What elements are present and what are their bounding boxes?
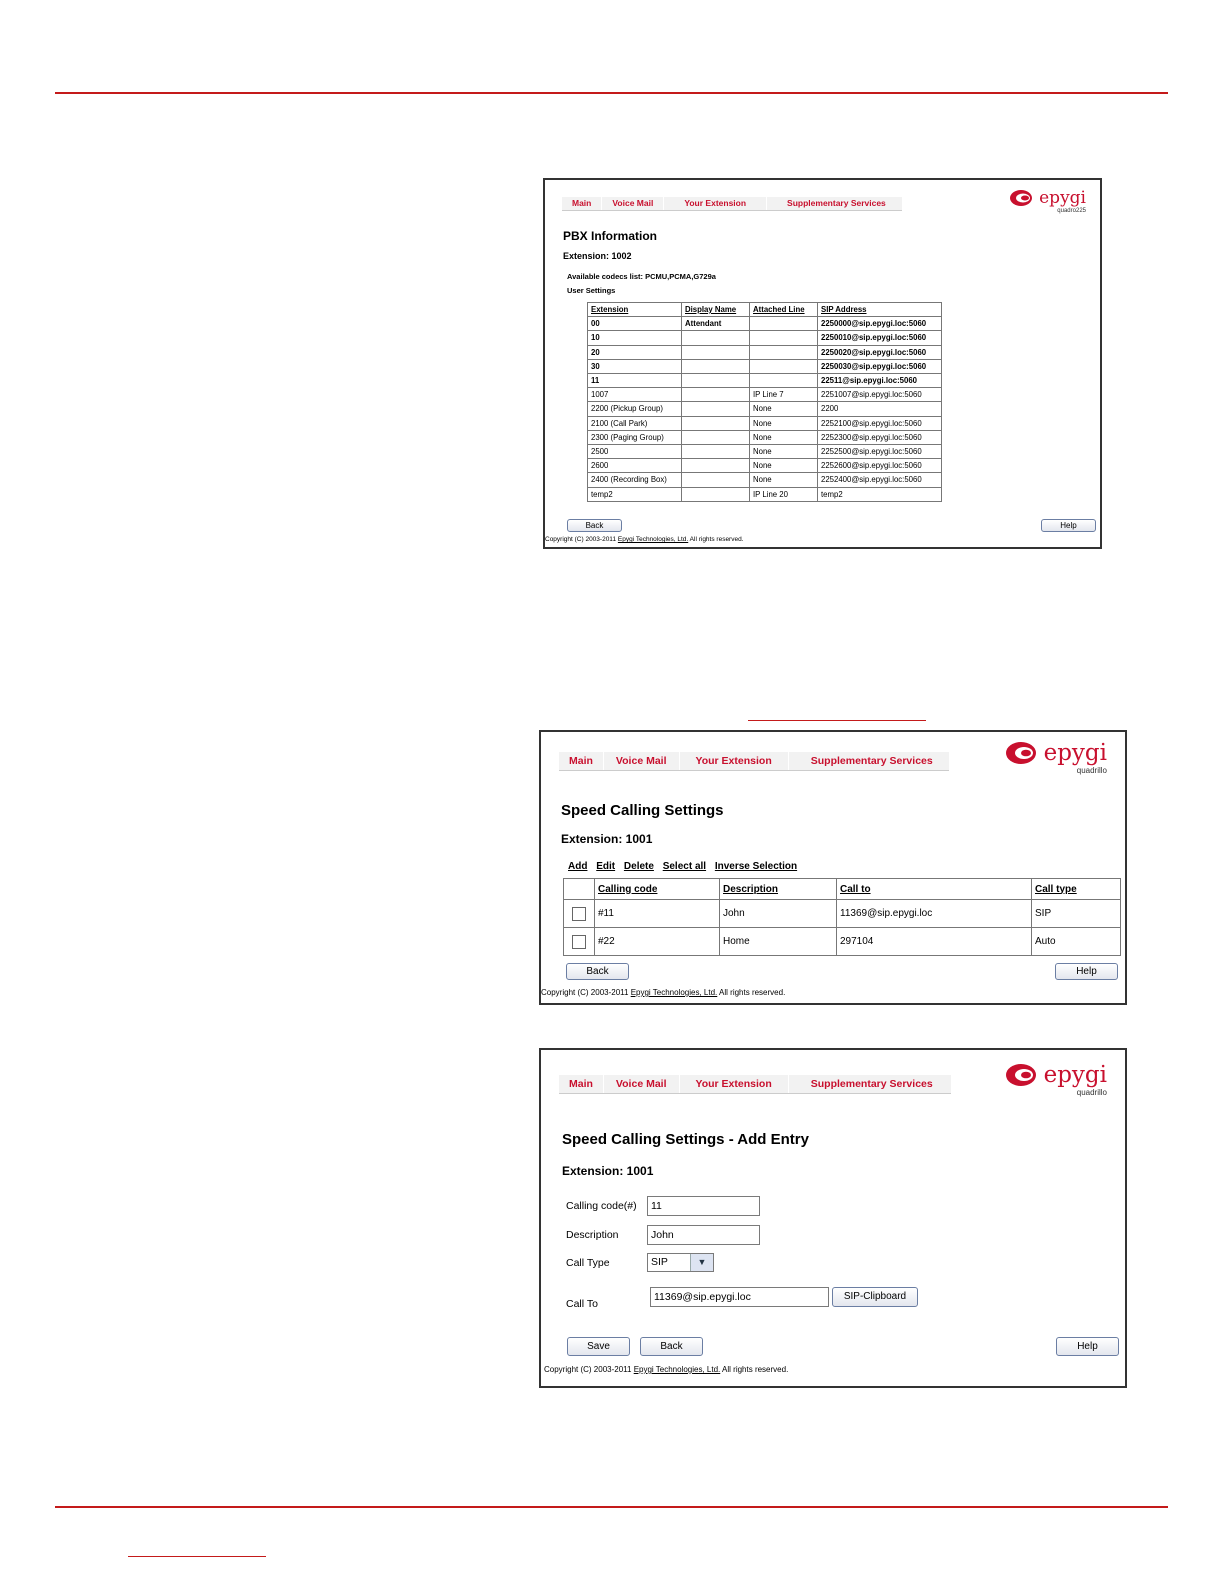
- table-row: [588, 459, 942, 473]
- table-row: [588, 331, 942, 345]
- cell-attached-line: None: [750, 430, 818, 444]
- top-menu: [559, 752, 949, 771]
- cell-extension: temp2: [588, 487, 682, 501]
- cell-extension: 20: [588, 345, 682, 359]
- logo-swirl-icon: [1005, 741, 1039, 765]
- call-type-label: Call Type: [566, 1257, 610, 1269]
- copyright: [545, 536, 744, 543]
- table-row: [564, 900, 1121, 928]
- menu-voice-mail[interactable]: Voice Mail: [604, 752, 680, 770]
- cell-sip-address: 2251007@sip.epygi.loc:5060: [818, 388, 942, 402]
- table-row: [588, 374, 942, 388]
- copyright-text: Copyright (C) 2003-2011: [545, 536, 618, 543]
- page-title: PBX Information: [563, 229, 658, 243]
- table-row: [588, 317, 942, 331]
- footer-link-underline: [128, 1556, 266, 1557]
- epygi-logo: [987, 740, 1107, 775]
- menu-your-extension[interactable]: Your Extension: [680, 1075, 789, 1093]
- top-menu: [559, 1075, 951, 1094]
- call-to-label: Call To: [566, 1298, 598, 1310]
- cell-calling-code: #22: [595, 928, 720, 956]
- codecs-label: Available codecs list: PCMU,PCMA,G729a: [567, 272, 716, 281]
- cell-extension: 2400 (Recording Box): [588, 473, 682, 487]
- back-button[interactable]: Back: [566, 963, 629, 980]
- menu-your-extension[interactable]: Your Extension: [680, 752, 789, 770]
- menu-main[interactable]: Main: [559, 752, 604, 770]
- inverse-selection-link[interactable]: Inverse Selection: [714, 861, 798, 872]
- menu-supplementary-services[interactable]: Supplementary Services: [789, 752, 956, 770]
- cell-sip-address: 2252300@sip.epygi.loc:5060: [818, 430, 942, 444]
- menu-voice-mail[interactable]: Voice Mail: [602, 197, 664, 210]
- call-to-input[interactable]: 11369@sip.epygi.loc: [650, 1287, 829, 1307]
- epygi-logo: [987, 1062, 1107, 1097]
- table-row: [588, 445, 942, 459]
- col-calling-code[interactable]: Calling code: [595, 879, 720, 900]
- col-attached-line[interactable]: Attached Line: [750, 303, 818, 317]
- save-button[interactable]: Save: [567, 1337, 630, 1356]
- logo-word: epygi: [1043, 1062, 1107, 1088]
- cell-extension: 11: [588, 374, 682, 388]
- copyright: [544, 1365, 788, 1374]
- copyright-link[interactable]: Epygi Technologies, Ltd.: [630, 988, 718, 997]
- cell-attached-line: [750, 374, 818, 388]
- cell-extension: 2300 (Paging Group): [588, 430, 682, 444]
- col-call-to[interactable]: Call to: [837, 879, 1032, 900]
- logo-sub: quadrillo: [1076, 766, 1107, 775]
- cell-extension: 30: [588, 359, 682, 373]
- cell-attached-line: IP Line 20: [750, 487, 818, 501]
- top-menu: [562, 197, 902, 211]
- help-button[interactable]: Help: [1055, 963, 1118, 980]
- add-entry-screenshot: [539, 1048, 1127, 1388]
- copyright-link[interactable]: Epygi Technologies, Ltd.: [617, 536, 689, 543]
- copyright-text: Copyright (C) 2003-2011: [544, 1365, 634, 1374]
- cell-description: Home: [720, 928, 837, 956]
- cell-calling-code: #11: [595, 900, 720, 928]
- cell-select: [564, 928, 595, 956]
- cell-sip-address: 22511@sip.epygi.loc:5060: [818, 374, 942, 388]
- pbx-information-screenshot: [543, 178, 1102, 549]
- cell-display-name: [682, 388, 750, 402]
- cell-sip-address: 2252500@sip.epygi.loc:5060: [818, 445, 942, 459]
- back-button[interactable]: Back: [567, 519, 622, 532]
- cell-sip-address: 2200: [818, 402, 942, 416]
- user-settings-label: User Settings: [567, 286, 616, 295]
- copyright-text: Copyright (C) 2003-2011: [541, 988, 631, 997]
- cell-sip-address: temp2: [818, 487, 942, 501]
- logo-sub: quadro225: [1057, 208, 1086, 214]
- cell-description: John: [720, 900, 837, 928]
- cell-call-type: SIP: [1032, 900, 1121, 928]
- cell-sip-address: 2250020@sip.epygi.loc:5060: [818, 345, 942, 359]
- cell-extension: 2200 (Pickup Group): [588, 402, 682, 416]
- cell-sip-address: 2252100@sip.epygi.loc:5060: [818, 416, 942, 430]
- cell-display-name: [682, 374, 750, 388]
- cell-display-name: [682, 459, 750, 473]
- extension-label: Extension: 1001: [561, 832, 653, 846]
- menu-supplementary-services[interactable]: Supplementary Services: [767, 197, 907, 210]
- description-input[interactable]: John: [647, 1225, 760, 1245]
- cell-attached-line: [750, 331, 818, 345]
- cell-attached-line: None: [750, 459, 818, 473]
- cell-extension: 00: [588, 317, 682, 331]
- copyright-link[interactable]: Epygi Technologies, Ltd.: [633, 1365, 721, 1374]
- action-links: [568, 861, 803, 872]
- select-all-link[interactable]: Select all: [662, 861, 707, 872]
- call-type-value: SIP: [651, 1256, 668, 1268]
- copyright-suffix: All rights reserved.: [688, 536, 744, 543]
- table-row: [588, 430, 942, 444]
- help-button[interactable]: Help: [1041, 519, 1096, 532]
- cell-attached-line: [750, 345, 818, 359]
- table-row: [588, 359, 942, 373]
- cell-attached-line: IP Line 7: [750, 388, 818, 402]
- back-button[interactable]: Back: [640, 1337, 703, 1356]
- table-row: [588, 416, 942, 430]
- logo-sub: quadrillo: [1076, 1088, 1107, 1097]
- logo-word: epygi: [1043, 740, 1107, 766]
- cell-display-name: [682, 345, 750, 359]
- cell-attached-line: [750, 317, 818, 331]
- table-row: [588, 402, 942, 416]
- cell-select: [564, 900, 595, 928]
- row-checkbox[interactable]: [572, 907, 586, 921]
- cell-attached-line: None: [750, 473, 818, 487]
- page-title: Speed Calling Settings: [561, 802, 724, 819]
- extension-label: Extension: 1002: [563, 251, 632, 261]
- cell-display-name: [682, 430, 750, 444]
- calling-code-input[interactable]: 11: [647, 1196, 760, 1216]
- logo-swirl-icon: [1009, 189, 1035, 207]
- cell-call-to: 297104: [837, 928, 1032, 956]
- extension-label: Extension: 1001: [562, 1164, 654, 1178]
- epygi-logo: [976, 188, 1086, 214]
- cell-attached-line: [750, 359, 818, 373]
- copyright-suffix: All rights reserved.: [720, 1365, 789, 1374]
- sip-clipboard-button[interactable]: SIP-Clipboard: [832, 1287, 918, 1307]
- edit-link[interactable]: Edit: [596, 861, 616, 872]
- row-checkbox[interactable]: [572, 935, 586, 949]
- menu-main[interactable]: Main: [559, 1075, 604, 1093]
- calling-code-label: Calling code(#): [566, 1200, 637, 1212]
- cell-display-name: [682, 473, 750, 487]
- col-extension[interactable]: Extension: [588, 303, 682, 317]
- footer-rule: [55, 1506, 1168, 1508]
- cell-display-name: [682, 445, 750, 459]
- help-button[interactable]: Help: [1056, 1337, 1119, 1356]
- menu-supplementary-services[interactable]: Supplementary Services: [789, 1075, 956, 1093]
- copyright: [541, 988, 785, 997]
- cell-extension: 2600: [588, 459, 682, 473]
- col-select: [564, 879, 595, 900]
- table-row: [588, 487, 942, 501]
- call-type-select[interactable]: [647, 1253, 714, 1272]
- speed-calling-table: [563, 878, 1121, 956]
- link-underline: [748, 720, 926, 721]
- description-label: Description: [566, 1229, 619, 1241]
- col-display-name[interactable]: Display Name: [682, 303, 750, 317]
- cell-attached-line: None: [750, 402, 818, 416]
- table-row: [588, 473, 942, 487]
- cell-display-name: Attendant: [682, 317, 750, 331]
- user-settings-table: [587, 302, 942, 502]
- cell-extension: 2100 (Call Park): [588, 416, 682, 430]
- cell-extension: 1007: [588, 388, 682, 402]
- cell-sip-address: 2252600@sip.epygi.loc:5060: [818, 459, 942, 473]
- cell-display-name: [682, 416, 750, 430]
- chevron-down-icon[interactable]: ▼: [690, 1254, 713, 1271]
- table-row: [564, 928, 1121, 956]
- menu-main[interactable]: Main: [562, 197, 602, 210]
- cell-display-name: [682, 402, 750, 416]
- col-sip-address[interactable]: SIP Address: [818, 303, 942, 317]
- logo-word: epygi: [1039, 188, 1086, 208]
- delete-link[interactable]: Delete: [623, 861, 654, 872]
- cell-display-name: [682, 487, 750, 501]
- logo-swirl-icon: [1005, 1063, 1039, 1087]
- cell-sip-address: 2250030@sip.epygi.loc:5060: [818, 359, 942, 373]
- add-link[interactable]: Add: [568, 861, 588, 872]
- menu-voice-mail[interactable]: Voice Mail: [604, 1075, 680, 1093]
- cell-display-name: [682, 331, 750, 345]
- speed-calling-screenshot: [539, 730, 1127, 1005]
- cell-call-type: Auto: [1032, 928, 1121, 956]
- cell-sip-address: 2250010@sip.epygi.loc:5060: [818, 331, 942, 345]
- header-rule: [55, 92, 1168, 94]
- copyright-suffix: All rights reserved.: [717, 988, 786, 997]
- page-title: Speed Calling Settings - Add Entry: [562, 1131, 809, 1148]
- table-row: [588, 345, 942, 359]
- cell-sip-address: 2250000@sip.epygi.loc:5060: [818, 317, 942, 331]
- cell-extension: 10: [588, 331, 682, 345]
- cell-attached-line: None: [750, 416, 818, 430]
- cell-call-to: 11369@sip.epygi.loc: [837, 900, 1032, 928]
- cell-display-name: [682, 359, 750, 373]
- table-row: [588, 388, 942, 402]
- cell-sip-address: 2252400@sip.epygi.loc:5060: [818, 473, 942, 487]
- cell-attached-line: None: [750, 445, 818, 459]
- col-call-type[interactable]: Call type: [1032, 879, 1121, 900]
- menu-your-extension[interactable]: Your Extension: [664, 197, 767, 210]
- col-description[interactable]: Description: [720, 879, 837, 900]
- cell-extension: 2500: [588, 445, 682, 459]
